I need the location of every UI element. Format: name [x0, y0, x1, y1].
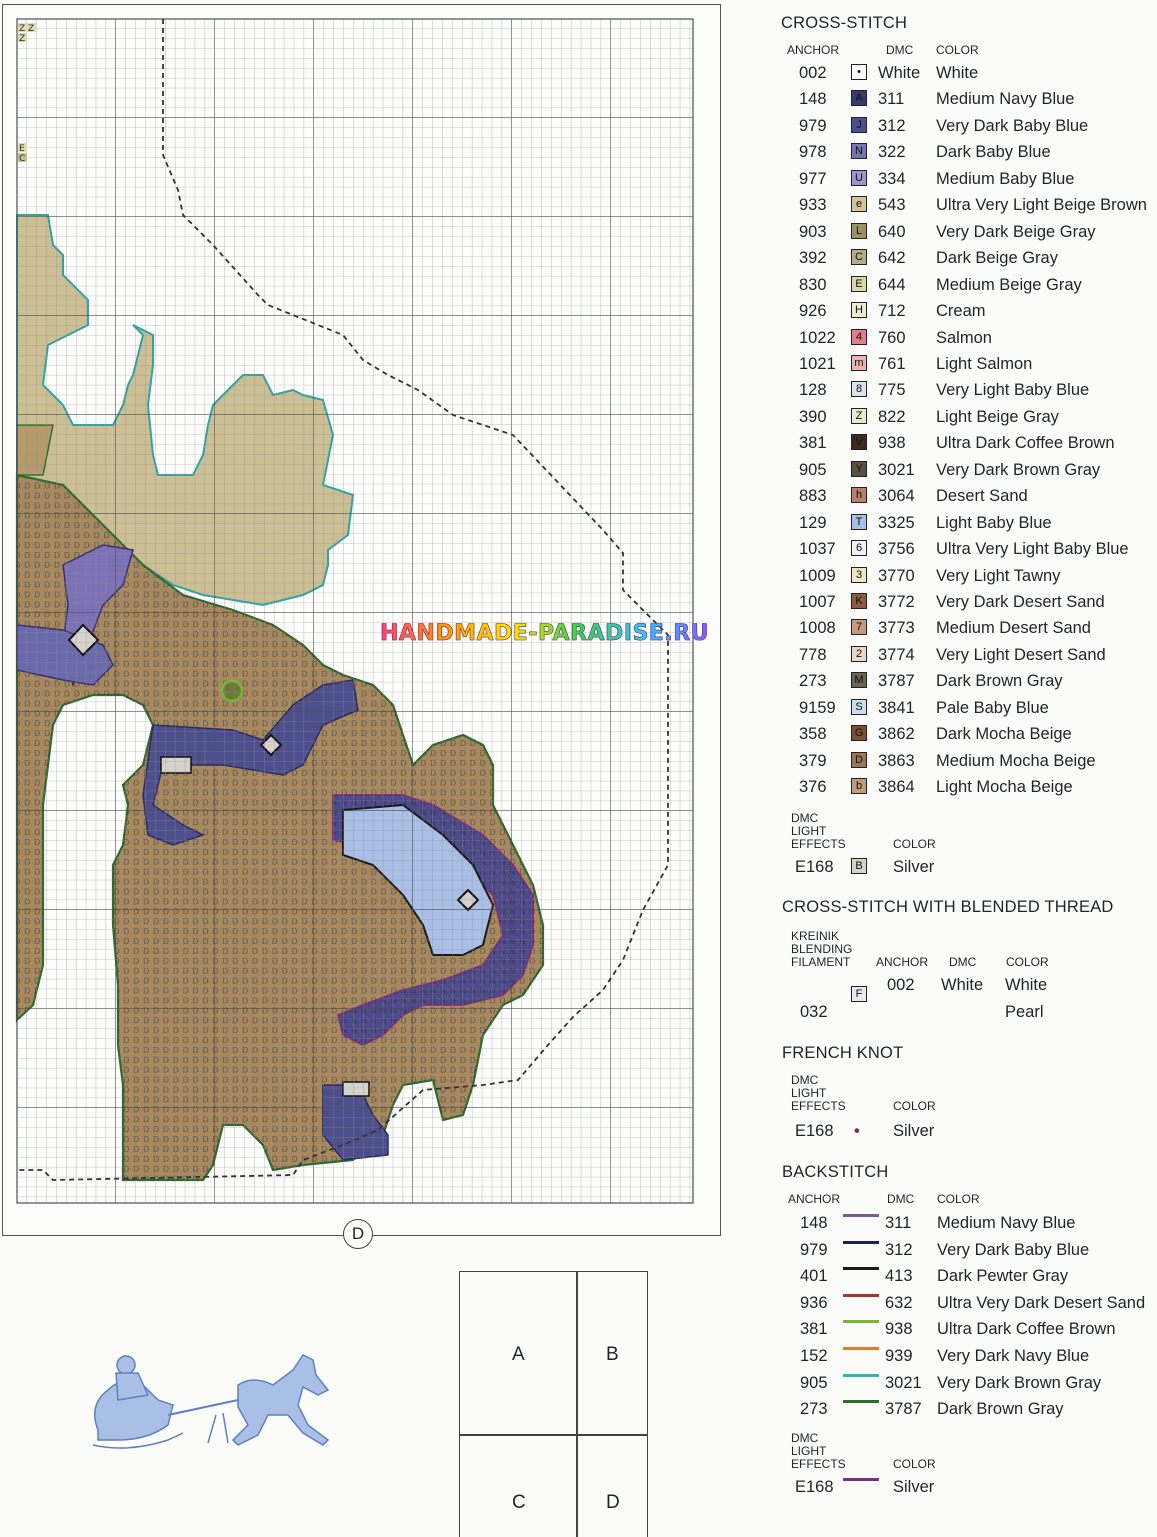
legend-row [781, 461, 1153, 487]
legend-row [781, 170, 1153, 196]
anchor-code: 379 [799, 751, 827, 770]
symbol-swatch: E [851, 276, 867, 292]
color-header: COLOR [937, 1192, 980, 1206]
dmc-code: 543 [878, 196, 906, 215]
legend-row [781, 1241, 1153, 1267]
anchor-code: 148 [799, 90, 827, 109]
anchor-code: 903 [799, 222, 827, 241]
color-name: Dark Baby Blue [936, 143, 1051, 162]
legend-row [781, 487, 1153, 513]
dmc-code: 312 [878, 116, 906, 135]
legend-row [781, 646, 1153, 672]
dmc-code: 3864 [878, 778, 915, 797]
legend-row [781, 276, 1153, 302]
symbol-swatch: A [851, 90, 867, 106]
color-header: COLOR [893, 1099, 936, 1113]
anchor-code: 129 [799, 513, 827, 532]
legend-row [781, 567, 1153, 593]
symbol-swatch: U [851, 170, 867, 186]
symbol-swatch: m [851, 355, 867, 371]
anchor-code: 273 [800, 1400, 828, 1419]
anchor-code: 152 [800, 1347, 828, 1365]
symbol-swatch: D [851, 752, 867, 768]
color-name: Desert Sand [936, 487, 1028, 506]
color-header: COLOR [1006, 955, 1049, 969]
edge-symbol: Z [28, 24, 35, 34]
dmc-code: 644 [878, 275, 906, 294]
color-name: Light Mocha Beige [936, 778, 1073, 797]
dmc-code: 3787 [885, 1400, 922, 1419]
dmc-code: 712 [878, 302, 906, 321]
light-effects-color-header: COLOR [893, 837, 936, 851]
color-name: Very Light Tawny [936, 566, 1061, 585]
legend-row [781, 143, 1153, 169]
anchor-code: 002 [887, 976, 915, 994]
color-name: Very Dark Baby Blue [936, 116, 1089, 135]
symbol-swatch: K [851, 593, 867, 609]
color-name: Pearl [1005, 1003, 1044, 1021]
line-swatch [843, 1241, 879, 1244]
legend-row-french-knot [781, 1122, 1153, 1148]
symbol-swatch: 3 [851, 567, 867, 583]
light-effects-header: DMC LIGHT EFFECTS [791, 811, 846, 851]
color-name: White [1005, 976, 1048, 994]
edge-symbol: Z [19, 24, 26, 34]
legend-row [781, 196, 1153, 222]
color-name: Very Light Baby Blue [936, 381, 1090, 400]
color-name: Dark Brown Gray [936, 672, 1063, 691]
legend-row-blended [781, 976, 1153, 1002]
color-name: Very Dark Beige Gray [936, 222, 1096, 241]
key-cell-c: C [512, 1492, 526, 1513]
color-name: Ultra Very Dark Desert Sand [937, 1293, 1146, 1312]
dmc-code: 3772 [878, 593, 915, 611]
anchor-header: ANCHOR [876, 955, 929, 969]
dmc-header: DMC [887, 1192, 915, 1206]
dmc-code: 334 [878, 169, 906, 188]
legend-row [781, 223, 1153, 249]
symbol-swatch: F [851, 986, 867, 1002]
line-swatch [843, 1214, 879, 1217]
cross-stitch-chart [2, 4, 721, 1236]
color-name: Medium Navy Blue [936, 90, 1075, 109]
dmc-code: 311 [878, 90, 905, 109]
anchor-code: 1037 [799, 540, 836, 559]
symbol-swatch: 6 [851, 540, 867, 556]
symbol-swatch: 2 [851, 646, 867, 662]
color-name: Cream [936, 302, 986, 321]
color-name: Light Beige Gray [936, 407, 1059, 426]
color-name: Very Dark Desert Sand [936, 593, 1105, 611]
legend-row [781, 1347, 1153, 1373]
light-effects-header: DMC LIGHT EFFECTS [791, 1431, 846, 1471]
symbol-swatch: 4 [851, 329, 867, 345]
dmc-code: 3774 [878, 645, 915, 664]
anchor-code: 381 [799, 434, 827, 453]
anchor-code: 1008 [799, 619, 836, 638]
color-header: COLOR [936, 43, 979, 57]
dmc-code: White [878, 64, 921, 82]
dmc-code: 775 [878, 381, 906, 400]
dmc-code: 939 [885, 1347, 913, 1365]
color-name: Silver [893, 1478, 935, 1496]
symbol-swatch: L [851, 223, 867, 239]
anchor-code: 926 [799, 302, 827, 321]
color-name: Pale Baby Blue [936, 698, 1049, 717]
color-name: Salmon [936, 328, 992, 347]
symbol-swatch: B [851, 858, 867, 874]
color-name: Ultra Very Light Beige Brown [936, 196, 1147, 215]
french-knot-title: FRENCH KNOT [782, 1044, 904, 1062]
color-name: Dark Pewter Gray [937, 1267, 1069, 1286]
legend-row [781, 90, 1153, 116]
symbol-swatch: b [851, 778, 867, 794]
dmc-code: 3773 [878, 619, 915, 638]
legend-row [781, 699, 1153, 725]
color-name: Silver [893, 858, 935, 876]
dmc-code: 761 [878, 354, 906, 373]
dmc-code: 3862 [878, 725, 915, 744]
dmc-header: DMC [886, 43, 914, 57]
key-cell-a: A [512, 1344, 525, 1365]
anchor-code: 9159 [799, 698, 836, 717]
anchor-code: 148 [800, 1214, 828, 1232]
color-name: Medium Desert Sand [936, 619, 1091, 638]
anchor-code: 830 [799, 275, 827, 294]
legend-row [781, 752, 1153, 778]
symbol-swatch: N [851, 143, 867, 159]
color-name: Very Light Desert Sand [936, 645, 1106, 664]
dmc-code: 3021 [885, 1373, 922, 1392]
line-swatch [843, 1374, 879, 1377]
dmc-code: 3756 [878, 540, 915, 559]
chart-grid [3, 5, 719, 1234]
legend-row [781, 64, 1153, 90]
dmc-code: 3787 [878, 672, 915, 691]
dmc-code: 3021 [878, 460, 915, 479]
legend-row [781, 434, 1153, 460]
symbol-swatch: • [851, 64, 867, 80]
legend-row [781, 778, 1153, 804]
color-name: Dark Mocha Beige [936, 725, 1072, 744]
key-cell-d: D [606, 1492, 620, 1513]
anchor-code: 978 [799, 143, 827, 162]
anchor-code: 883 [799, 487, 827, 506]
symbol-swatch: M [851, 672, 867, 688]
edge-symbol: Z [19, 34, 26, 44]
legend-row-blended-2 [781, 1003, 1153, 1029]
symbol-swatch: S [851, 699, 867, 715]
dmc-code: 3770 [878, 566, 915, 585]
edge-symbol: E [19, 144, 25, 154]
legend-row [781, 593, 1153, 619]
color-name: Silver [893, 1122, 935, 1140]
anchor-code: 273 [799, 672, 827, 691]
line-swatch [843, 1478, 879, 1481]
anchor-code: 1022 [799, 328, 836, 347]
anchor-code: 905 [799, 460, 827, 479]
symbol-swatch: 8 [851, 381, 867, 397]
legend-row [781, 117, 1153, 143]
anchor-header: ANCHOR [787, 43, 840, 57]
dmc-code: E168 [795, 1478, 834, 1496]
legend-row [781, 540, 1153, 566]
symbol-swatch: T [851, 514, 867, 530]
legend-row [781, 329, 1153, 355]
dmc-code: 642 [878, 249, 906, 268]
legend-row [781, 725, 1153, 751]
color-name: Ultra Very Light Baby Blue [936, 540, 1129, 559]
legend-row [781, 381, 1153, 407]
line-swatch [843, 1320, 879, 1323]
symbol-swatch: 7 [851, 619, 867, 635]
dmc-code: 822 [878, 407, 906, 426]
color-name: Medium Navy Blue [937, 1214, 1076, 1232]
anchor-code: 376 [799, 778, 827, 797]
legend-row [781, 1400, 1153, 1426]
color-name: Very Dark Brown Gray [936, 460, 1101, 479]
symbol-swatch: C [851, 249, 867, 265]
watermark: HANDMADE-PARADISE.RU [380, 621, 710, 646]
french-knot-dot-icon: • [854, 1122, 860, 1140]
color-name: Medium Mocha Beige [936, 751, 1096, 770]
color-name: Very Dark Navy Blue [937, 1347, 1090, 1365]
anchor-code: 002 [799, 64, 827, 82]
kreinik-code: 032 [800, 1003, 828, 1021]
legend-row-backstitch-silver [781, 1478, 1153, 1504]
color-name: Dark Beige Gray [936, 249, 1058, 268]
key-cell-b: B [606, 1344, 619, 1365]
section-marker: D [343, 1219, 373, 1249]
anchor-code: 979 [799, 116, 827, 135]
legend-row [781, 249, 1153, 275]
anchor-code: 1009 [799, 566, 836, 585]
dmc-code: 413 [885, 1267, 913, 1286]
section-key-map [459, 1271, 648, 1537]
dmc-code: 632 [885, 1293, 913, 1312]
light-effects-header: DMC LIGHT EFFECTS [791, 1073, 846, 1113]
symbol-swatch: V [851, 434, 867, 450]
color-name: Light Salmon [936, 354, 1033, 373]
legend-row [781, 302, 1153, 328]
anchor-code: 128 [799, 381, 827, 400]
anchor-code: 905 [800, 1373, 828, 1392]
symbol-swatch: Z [851, 408, 867, 424]
dmc-code: 3325 [878, 513, 915, 532]
legend-row [781, 1214, 1153, 1240]
color-name: Ultra Dark Coffee Brown [936, 434, 1115, 453]
anchor-code: 390 [799, 407, 827, 426]
backstitch-title: BACKSTITCH [782, 1163, 889, 1181]
legend-row-silver [781, 858, 1153, 884]
color-name: Medium Baby Blue [936, 169, 1075, 188]
dmc-header: DMC [949, 955, 977, 969]
dmc-code: 322 [878, 143, 906, 162]
legend-row [781, 672, 1153, 698]
color-header: COLOR [893, 1457, 936, 1471]
anchor-code: 778 [799, 645, 827, 664]
blended-title: CROSS-STITCH WITH BLENDED THREAD [782, 898, 1114, 916]
color-name: Light Baby Blue [936, 513, 1052, 532]
dmc-code: E168 [795, 1122, 834, 1140]
kreinik-header: KREINIK BLENDING FILAMENT [791, 929, 853, 969]
line-swatch [843, 1294, 879, 1297]
anchor-header: ANCHOR [788, 1192, 841, 1206]
dmc-code: 3064 [878, 487, 915, 506]
legend-row [781, 1294, 1153, 1320]
symbol-swatch: Y [851, 461, 867, 477]
sleigh-logo [88, 1345, 348, 1460]
color-name: White [936, 64, 979, 82]
color-name: Medium Beige Gray [936, 275, 1082, 294]
dmc-code: 312 [885, 1240, 913, 1259]
dmc-code: White [941, 976, 984, 994]
symbol-swatch: G [851, 725, 867, 741]
symbol-swatch: H [851, 302, 867, 318]
anchor-code: 979 [800, 1240, 828, 1259]
legend-row [781, 1320, 1153, 1346]
anchor-code: 1007 [799, 593, 836, 611]
symbol-swatch: J [851, 117, 867, 133]
dmc-code: E168 [795, 858, 834, 876]
legend-row [781, 1267, 1153, 1293]
anchor-code: 401 [800, 1267, 828, 1286]
cross-stitch-title: CROSS-STITCH [781, 14, 908, 32]
dmc-code: 3841 [878, 698, 915, 717]
anchor-code: 1021 [799, 354, 836, 373]
color-name: Very Dark Brown Gray [937, 1373, 1102, 1392]
dmc-code: 938 [878, 434, 906, 453]
legend-row [781, 514, 1153, 540]
dmc-code: 3863 [878, 751, 915, 770]
line-swatch [843, 1267, 879, 1270]
color-name: Ultra Dark Coffee Brown [937, 1320, 1116, 1339]
legend-row [781, 1374, 1153, 1400]
color-name: Dark Brown Gray [937, 1400, 1064, 1419]
anchor-code: 933 [799, 196, 827, 215]
anchor-code: 381 [800, 1320, 828, 1339]
legend-row [781, 619, 1153, 645]
dmc-code: 760 [878, 328, 906, 347]
edge-symbol: C [19, 154, 26, 164]
dmc-code: 311 [885, 1214, 912, 1232]
anchor-code: 392 [799, 249, 827, 268]
symbol-swatch: e [851, 196, 867, 212]
anchor-code: 936 [800, 1293, 828, 1312]
dmc-code: 640 [878, 222, 906, 241]
anchor-code: 358 [799, 725, 827, 744]
legend-row [781, 355, 1153, 381]
line-swatch [843, 1347, 879, 1350]
color-name: Very Dark Baby Blue [937, 1240, 1090, 1259]
legend-row [781, 408, 1153, 434]
symbol-swatch: h [851, 487, 867, 503]
dmc-code: 938 [885, 1320, 913, 1339]
line-swatch [843, 1400, 879, 1403]
anchor-code: 977 [799, 169, 827, 188]
